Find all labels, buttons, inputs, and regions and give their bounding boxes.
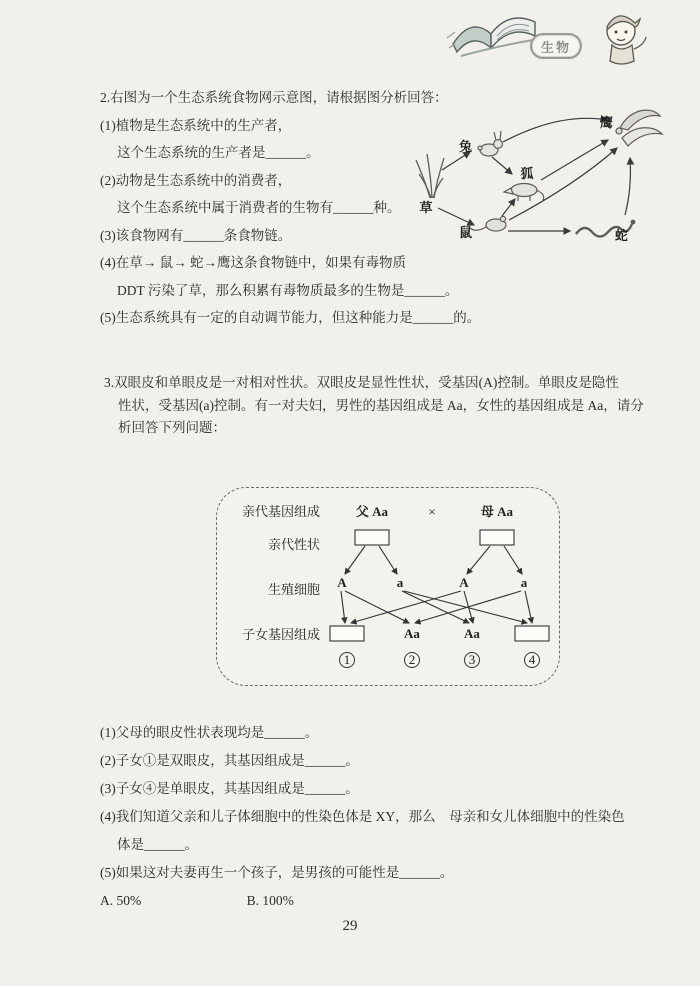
page-number: 29 <box>342 918 358 934</box>
mother-trait-answer-box <box>480 530 514 545</box>
option-b: B. 100% <box>246 893 294 908</box>
child-4-answer-box <box>515 626 549 641</box>
food-web-label-mouse: 鼠 <box>458 225 472 240</box>
subject-badge <box>530 33 582 59</box>
cartoon-student-icon <box>588 1 654 71</box>
row-label-offspring-genotype: 子女基因组成 <box>241 627 320 642</box>
gamete-father-A: A <box>337 575 347 590</box>
child-3-number: 3 <box>468 652 476 667</box>
food-web-label-eagle: 鹰 <box>599 115 613 130</box>
q3-stem-line-1: 3.双眼皮和单眼皮是一对相对性状。双眼皮是显性性状，受基因(A)控制。单眼皮是隐性 <box>104 375 619 390</box>
q2-item-1-cont: 这个生态系统的生产者是______。 <box>117 145 320 160</box>
q3-item-1: (1)父母的眼皮性状表现均是______。 <box>100 725 319 740</box>
q2-stem: 2.右图为一个生态系统食物网示意图，请根据图分析回答： <box>100 90 448 105</box>
q2-item-5: (5)生态系统具有一定的自动调节能力，但这种能力是______的。 <box>100 310 481 325</box>
child-2-number: 2 <box>408 652 416 667</box>
q2-item-2: (2)动物是生态系统中的消费者， <box>100 172 292 188</box>
q3-item-4-cont: 体是______。 <box>117 837 198 852</box>
q3-stem-line-3: 析回答下列问题： <box>118 420 226 435</box>
q3-item-2: (2)子女①是双眼皮，其基因组成是______。 <box>100 753 359 768</box>
q3-item-5-options <box>100 887 640 915</box>
food-web-label-snake: 蛇 <box>615 228 629 243</box>
open-book-icon <box>443 2 547 64</box>
q2-item-1: (1)植物是生态系统中的生产者， <box>100 117 292 133</box>
q2-item-4-cont: DDT 污染了草，那么积累有毒物质最多的生物是______。 <box>117 282 459 298</box>
rabbit-sketch <box>478 131 502 156</box>
cross-symbol: × <box>428 504 436 519</box>
child-1-answer-box <box>330 626 364 641</box>
q3-item-5: (5)如果这对夫妻再生一个孩子，是男孩的可能性是______。 <box>100 865 454 880</box>
gamete-father-a: a <box>396 575 404 590</box>
food-web-arrows <box>438 118 630 231</box>
fox-sketch <box>504 184 544 202</box>
gamete-to-child-arrows <box>341 591 532 623</box>
child-2-genotype: Aa <box>404 626 420 641</box>
child-3-genotype: Aa <box>464 626 480 641</box>
father-trait-answer-box <box>355 530 389 545</box>
question-3-subquestions <box>100 719 640 915</box>
gamete-mother-a: a <box>520 575 528 590</box>
mother-genotype: 母 Aa <box>480 504 514 519</box>
mouse-sketch <box>470 216 506 231</box>
food-web-diagram <box>410 100 668 258</box>
food-web-label-rabbit: 兔 <box>458 139 472 154</box>
food-web-label-fox: 狐 <box>520 166 534 181</box>
q2-item-4: (4)在草→ 鼠→ 蛇→鹰这条食物链中，如果有毒物质 <box>100 255 406 270</box>
q3-item-3: (3)子女④是单眼皮，其基因组成是______。 <box>100 781 359 796</box>
subject-badge-label: 生物 <box>540 39 571 55</box>
q2-item-3: (3)该食物网有______条食物链。 <box>100 227 292 243</box>
option-a: A. 50% <box>100 893 142 908</box>
child-number-circles <box>340 653 540 668</box>
food-web-label-grass: 草 <box>419 200 433 215</box>
q2-item-2-cont: 这个生态系统中属于消费者的生物有______种。 <box>117 200 401 215</box>
parent-to-gamete-arrows <box>345 546 522 574</box>
child-4-number: 4 <box>528 652 536 667</box>
row-label-gametes: 生殖细胞 <box>267 582 320 597</box>
question-3 <box>104 372 644 440</box>
genetics-cross-diagram <box>216 487 560 686</box>
row-label-parent-genotype: 亲代基因组成 <box>241 504 320 519</box>
child-1-number: 1 <box>343 652 351 667</box>
father-genotype: 父 Aa <box>355 504 389 519</box>
grass-sketch <box>416 154 444 198</box>
row-label-parent-trait: 亲代性状 <box>267 537 320 552</box>
q3-item-4: (4)我们知道父亲和儿子体细胞中的性染色体是 XY，那么 母亲和女儿体细胞中的性染色 <box>100 809 625 824</box>
q3-stem-line-2: 性状，受基因(a)控制。有一对夫妇，男性的基因组成是 Aa，女性的基因组成是 Aa，请分 <box>118 397 644 413</box>
gamete-mother-A: A <box>459 575 469 590</box>
eagle-sketch <box>616 110 662 146</box>
